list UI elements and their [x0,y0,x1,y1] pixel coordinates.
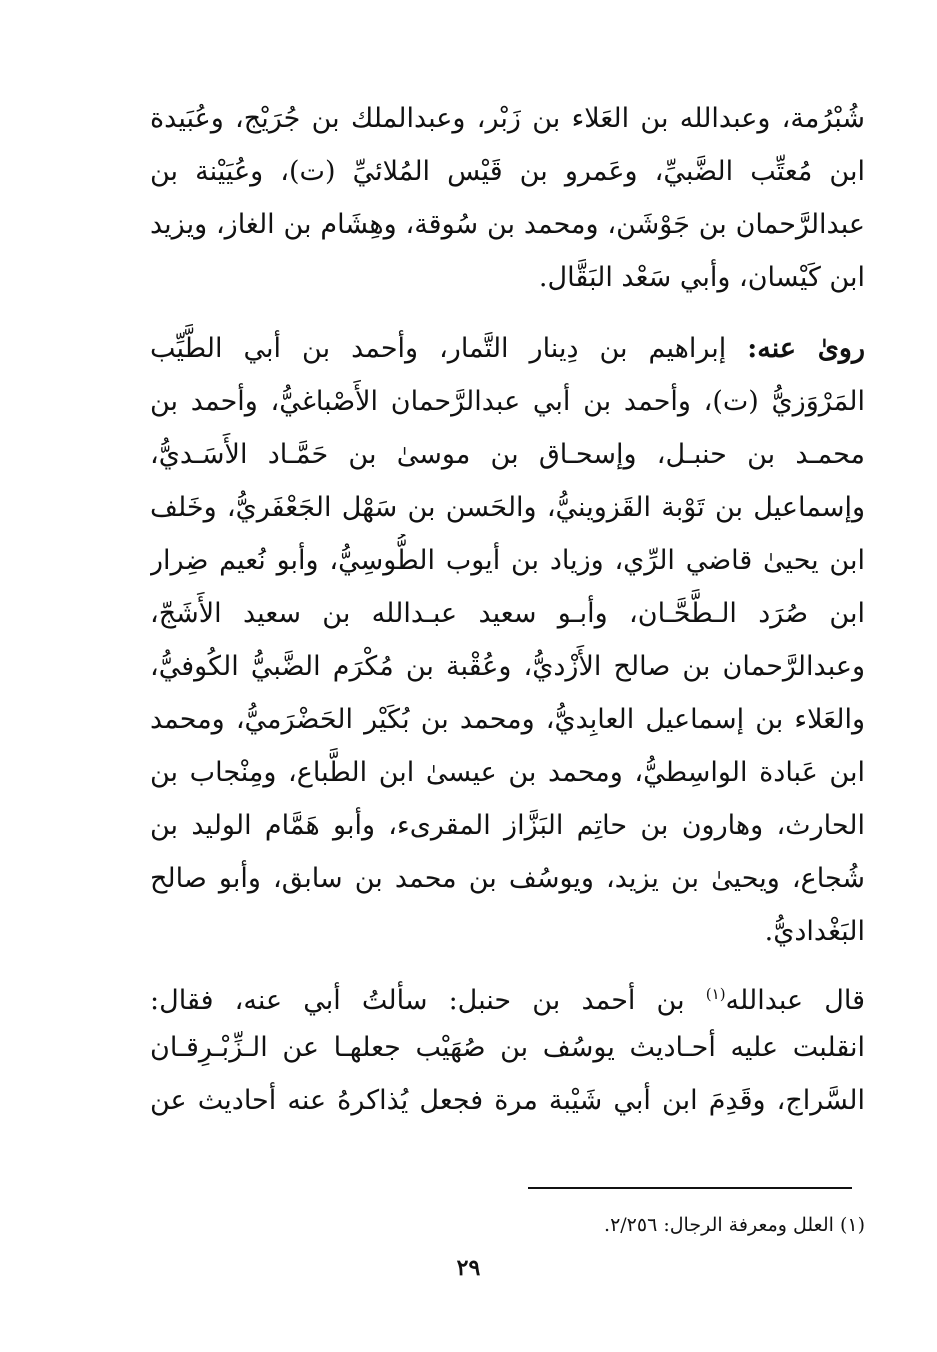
text-fragment: بن أحمد بن حنبل: سألتُ أبي عنه، فقال: [150,985,706,1016]
text-fragment: قال عبدالله [725,985,865,1016]
text-line [150,322,865,375]
text-line: السَّراج، وقَدِمَ ابن أبي شَيْبة مرة فجعل يُذاكرهُ عنه أحاديث عن [150,1085,865,1116]
text-line: والعَلاء بن إسماعيل العابِديُّ، ومحمد بن بُكَيْر الحَضْرَميُّ، ومحمد [150,704,865,735]
footnote: (١) العلل ومعرفة الرجال: ٢/٢٥٦. [604,1214,865,1236]
text-line: ابن صُرَد الـطَّحَّـان، وأبـو سعيد عبـدالله بن سعيد الأَشَجّ، [150,598,865,629]
text-line: ابن مُعتِّب الضَّبيِّ، وعَمرو بن قَيْس المُلائيِّ (ت)، وعُيَيْنة بن [150,156,865,187]
text-line: انقلبت عليه أحـاديث يوسُف بن صُهَيْب جعلهـا عن الـزِّبْـرِقـان [150,1032,865,1063]
paragraph-2 [150,322,865,958]
page-number: ٢٩ [456,1255,481,1281]
text-line [150,968,865,1021]
text-line: المَرْوَزيُّ (ت)، وأحمد بن أبي عبدالرَّحمان الأَصْباغيُّ، وأحمد بن [150,386,865,417]
text-line: وعبدالرَّحمان بن صالح الأَزْديُّ، وعُقْبة بن مُكْرَم الضَّبيُّ الكُوفيُّ، [150,651,865,682]
text-line: محمـد بن حنبـل، وإسحـاق بن موسىٰ بن حَمَّـاد الأَسَـديُّ، [150,439,865,470]
text-line: ابن عَبادة الواسِطيُّ، ومحمد بن عيسىٰ ابن الطَّباع، ومِنْجاب بن [150,757,865,788]
paragraph-3 [150,968,865,1127]
text-fragment: إبراهيم بن دِينار التَّمار، وأحمد بن أبي الطَّيِّب [150,333,748,364]
text-line: شُبْرُمة، وعبدالله بن العَلاء بن زَبْر، وعبدالملك بن جُرَيْج، وعُبَيدة [150,103,865,134]
footnote-divider [528,1187,852,1189]
text-line: عبدالرَّحمان بن جَوْشَن، ومحمد بن سُوقة، وهِشَام بن الغاز، ويزيد [150,209,865,240]
text-line: ابن كَيْسان، وأبي سَعْد البَقَّال. [538,262,865,293]
narrators-heading: روىٰ عنه: [747,333,865,364]
text-line: ابن يحيىٰ قاضي الرِّي، وزياد بن أيوب الطُّوسِيُّ، وأبو نُعيم ضِرار [150,545,865,576]
text-line: وإسماعيل بن تَوْبة القَزوينيُّ، والحَسن بن سَهْل الجَعْفَريُّ، وخَلف [150,492,865,523]
footnote-reference: (١) [705,985,726,1003]
text-line: البَغْداديُّ. [764,916,865,947]
paragraph-1 [150,92,865,304]
text-line: الحارث، وهارون بن حاتِم البَزَّاز المقرىء، وأبو هَمَّام الوليد بن [150,810,865,841]
text-line: شُجاع، ويحيىٰ بن يزيد، ويوسُف بن محمد بن سابق، وأبو صالح [150,863,865,894]
